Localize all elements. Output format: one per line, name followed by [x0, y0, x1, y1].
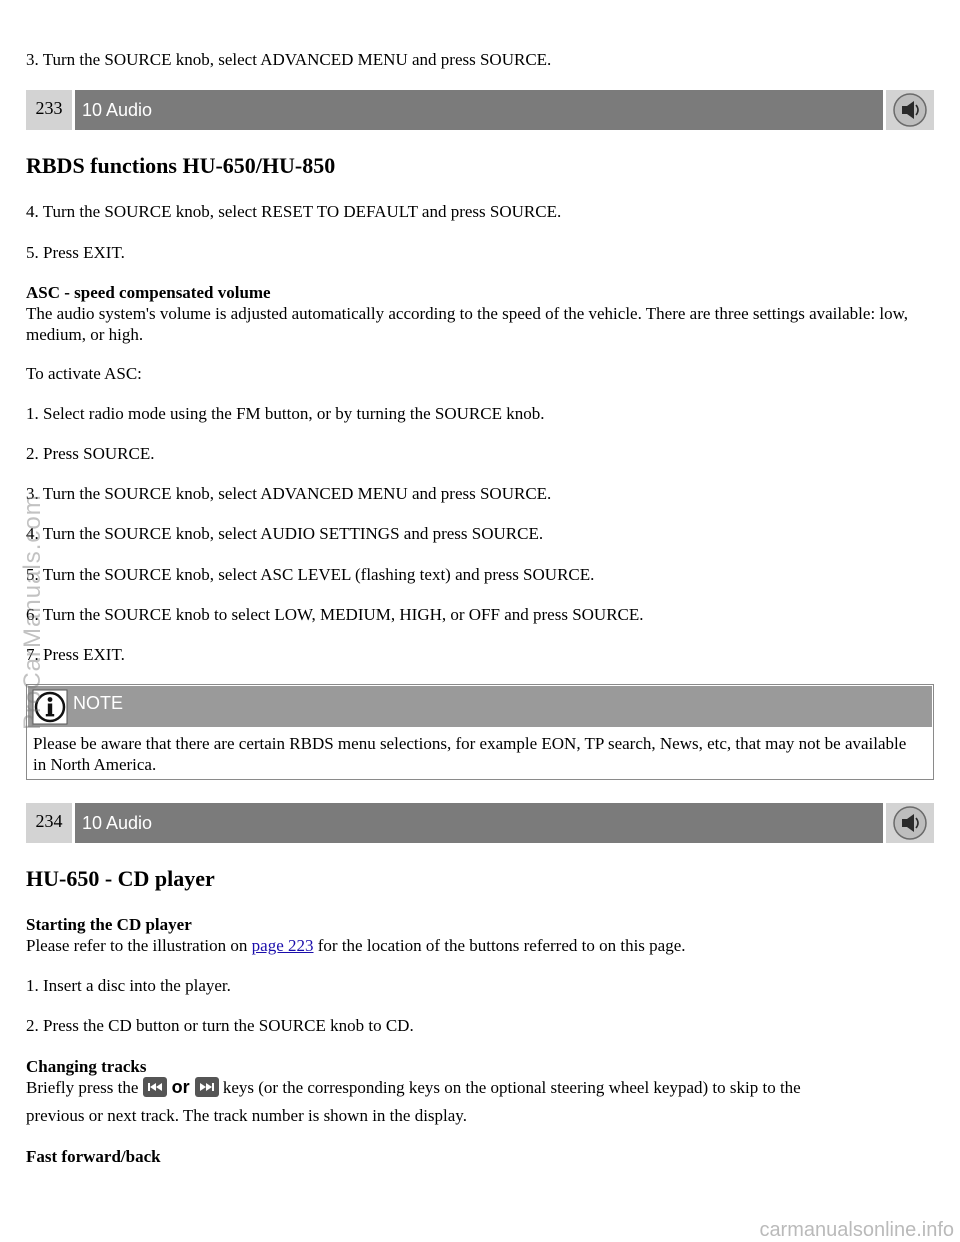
paragraph: The audio system's volume is adjusted automatically according to the speed of the vehicle. There are three settings available: low, medium, or high. [26, 304, 909, 344]
paragraph-text: Briefly press the [26, 1078, 139, 1097]
section-header-bar-233 [26, 90, 934, 130]
step-text: 3. Turn the SOURCE knob, select ADVANCED MENU and press SOURCE. [26, 484, 552, 503]
subheading: Changing tracks [26, 1057, 147, 1076]
skip-forward-key-icon [195, 1077, 219, 1097]
skip-back-key-icon [143, 1077, 167, 1097]
paragraph [26, 935, 936, 956]
section-page-number: 234 [26, 803, 72, 843]
note-header [28, 686, 932, 727]
step-text: 4. Turn the SOURCE knob, select RESET TO DEFAULT and press SOURCE. [26, 202, 562, 221]
step-text: 7. Press EXIT. [26, 645, 125, 664]
section-title: 10 Audio [75, 90, 883, 130]
section-page-number: 233 [26, 90, 72, 130]
page-223-link[interactable]: page 223 [251, 936, 314, 955]
section-title: 10 Audio [75, 803, 883, 843]
step-text: 5. Turn the SOURCE knob, select ASC LEVEL (flashing text) and press SOURCE. [26, 565, 595, 584]
watermark-bottom: carmanualsonline.info [759, 1219, 954, 1241]
section-heading: RBDS functions HU-650/HU-850 [26, 153, 336, 178]
step-text: 5. Press EXIT. [26, 243, 125, 262]
watermark-left: ProCarManuals.com [19, 494, 46, 730]
note-box [26, 684, 934, 780]
note-text: Please be aware that there are certain RBDS menu selections, for example EON, TP search, News, etc, that may not be available in North America. [33, 734, 907, 774]
paragraph: previous or next track. The track number is shown in the display. [26, 1106, 467, 1125]
step-text: 2. Press the CD button or turn the SOURCE knob to CD. [26, 1016, 414, 1035]
step-text: 6. Turn the SOURCE knob to select LOW, MEDIUM, HIGH, or OFF and press SOURCE. [26, 605, 644, 624]
paragraph: To activate ASC: [26, 364, 142, 383]
subheading: ASC - speed compensated volume [26, 283, 271, 302]
paragraph-text: Please refer to the illustration on [26, 936, 248, 955]
step-text: 1. Select radio mode using the FM button, or by turning the SOURCE knob. [26, 404, 545, 423]
section-header-bar-234 [26, 803, 934, 843]
subheading: Fast forward/back [26, 1147, 161, 1166]
paragraph [26, 1077, 936, 1100]
paragraph-text: keys (or the corresponding keys on the optional steering wheel keypad) to skip to the [222, 1078, 801, 1097]
note-label: NOTE [73, 693, 124, 713]
section-heading: HU-650 - CD player [26, 866, 215, 891]
audio-speaker-icon [886, 90, 934, 130]
paragraph-text: for the location of the buttons referred to on this page. [317, 936, 686, 955]
step-text: 1. Insert a disc into the player. [26, 976, 231, 995]
or-glyph: or [171, 1076, 190, 1097]
step-text: 2. Press SOURCE. [26, 444, 155, 463]
audio-speaker-icon [886, 803, 934, 843]
step-text: 4. Turn the SOURCE knob, select AUDIO SETTINGS and press SOURCE. [26, 524, 544, 543]
subheading: Starting the CD player [26, 915, 192, 934]
intro-step-line: 3. Turn the SOURCE knob, select ADVANCED MENU and press SOURCE. [26, 50, 552, 69]
